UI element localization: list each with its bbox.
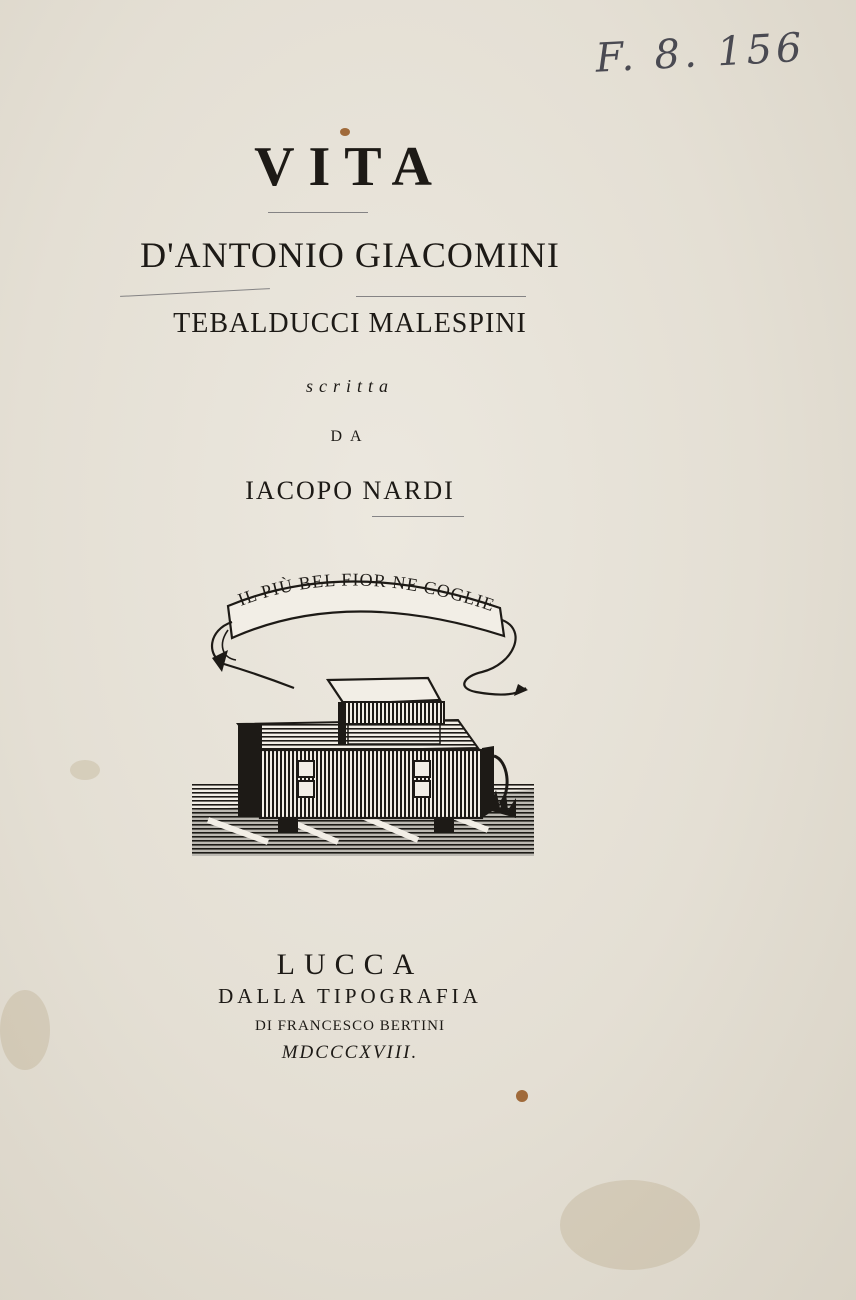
imprint-press: DALLA TIPOGRAFIA <box>218 984 482 1008</box>
shelfmark: F. 8. 156 <box>594 24 807 82</box>
imprint-year: MDCCCXVIII. <box>281 1042 419 1063</box>
paper-stain <box>560 1180 700 1270</box>
by-label: DA <box>330 428 370 445</box>
printers-device-woodcut <box>188 560 538 860</box>
motto-text: IL PIÙ BEL FIOR NE COGLIE <box>235 569 498 616</box>
motto-ribbon <box>212 569 528 696</box>
foxing-spot <box>516 1090 528 1102</box>
written-label: scritta <box>305 376 394 396</box>
subtitle-line-1: D'ANTONIO GIACOMINI <box>140 235 560 275</box>
sifter-box <box>328 678 444 744</box>
subtitle-line-2: TEBALDUCCI MALESPINI <box>173 308 527 339</box>
pencil-underline <box>120 288 270 297</box>
pencil-underline <box>372 516 464 517</box>
page-title: VITA <box>254 136 446 198</box>
pencil-underline <box>268 212 368 213</box>
paper-stain <box>70 760 100 780</box>
imprint-printer: DI FRANCESCO BERTINI <box>255 1018 445 1034</box>
author-name: IACOPO NARDI <box>245 476 455 505</box>
pencil-underline <box>356 296 526 297</box>
imprint-city: LUCCA <box>276 948 424 981</box>
